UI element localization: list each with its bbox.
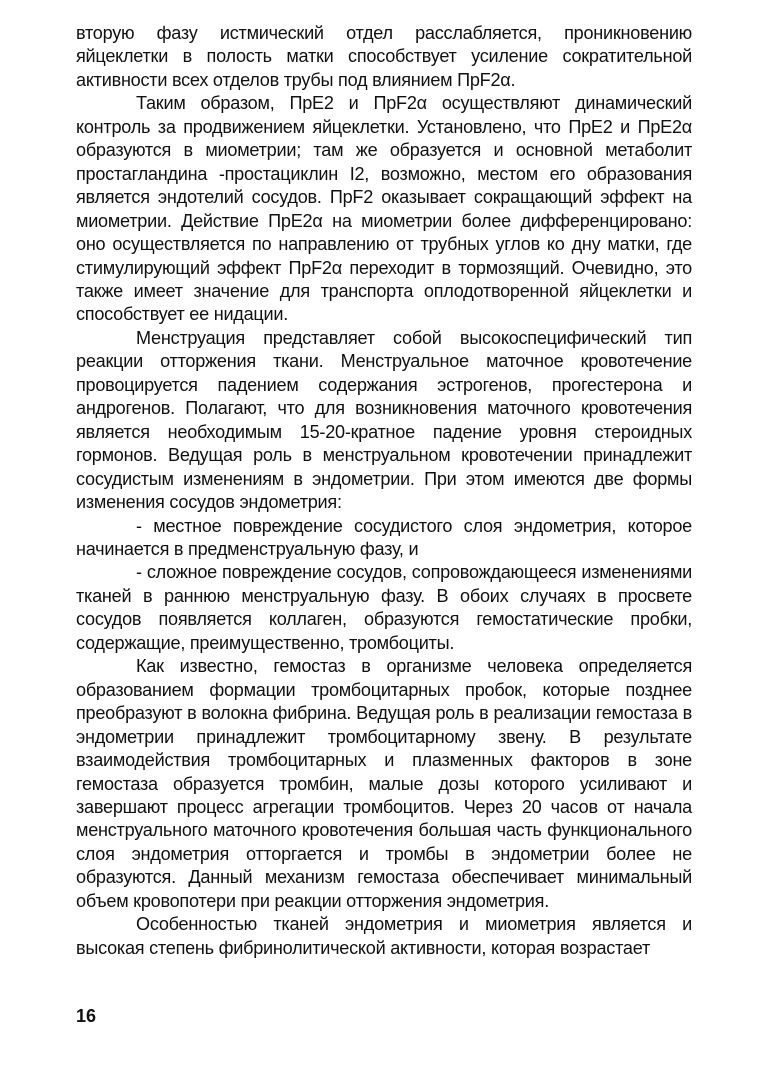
- list-item-local-damage: - местное повреждение сосудистого слоя эндометрия, которое начинается в предменструальную фазу, и: [76, 515, 692, 559]
- paragraph-fallopian-transport: вторую фазу истмический отдел расслабляется, проникновению яйцеклетки в полость матки способствует усиление сократительной активности всех отделов трубы под влиянием ПрF2α.: [76, 23, 692, 90]
- page-body: [76, 22, 692, 1062]
- paragraph-hemostasis: Как известно, гемостаз в организме человека определяется образованием формации тромбоцитарных пробок, которые позднее преобразуют в волокна фибрина. Ведущая роль в реализации гемостаза в эндометрии принадлежит тромбоцитарному звену. В результате взаимодействия тромбоцитарных и плазменных факторов в зоне гемостаза образуется тромбин, малые дозы которого усиливают и завершают процесс агрегации тромбоцитов. Через 20 часов от начала менструального маточного кровотечения большая часть функционального слоя эндометрия отторгается и тромбы в эндометрии более не образуются. Данный механизм гемостаза обеспечивает минимальный объем кровопотери при реакции отторжения эндометрия.: [76, 656, 692, 911]
- list-item-complex-damage: - сложное повреждение сосудов, сопровождающееся изменениями тканей в раннюю менструальную фазу. В обоих случаях в просвете сосудов появляется коллаген, образуются гемостатические пробки, содержащие, преимущественно, тромбоциты.: [76, 562, 692, 653]
- paragraph-menstruation-reaction: Менструация представляет собой высокоспецифический тип реакции отторжения ткани. Менструальное маточное кровотечение провоцируется падением содержания эстрогенов, прогестерона и андрогенов. Полагают, что для возникновения маточного кровотечения является необходимым 15-20-кратное падение уровня стероидных гормонов. Ведущая роль в менструальном кровотечении принадлежит сосудистым изменениям в эндометрии. При этом имеются две формы изменения сосудов эндометрия:: [76, 327, 692, 513]
- paragraph-prostaglandin-control: Таким образом, ПрЕ2 и ПрF2α осуществляют динамический контроль за продвижением яйцеклетки. Установлено, что ПрЕ2 и ПрЕ2α образуются в миометрии; там же образуется и основной метаболит простагландина -простациклин I2, возможно, местом его образования является эндотелий сосудов. ПрF2 оказывает сокращающий эффект на миометрии. Действие ПрЕ2α на миометрии более дифференцировано: оно осуществляется по направлению от трубных углов ко дну матки, где стимулирующий эффект ПрF2α переходит в тормозящий. Очевидно, это также имеет значение для транспорта оплодотворенной яйцеклетки и способствует ее нидации.: [76, 93, 692, 325]
- paragraph-fibrinolysis: Особенностью тканей эндометрия и миометрия является и высокая степень фибринолитической активности, которая возрастает: [76, 914, 692, 958]
- page-number: 16: [76, 1006, 97, 1026]
